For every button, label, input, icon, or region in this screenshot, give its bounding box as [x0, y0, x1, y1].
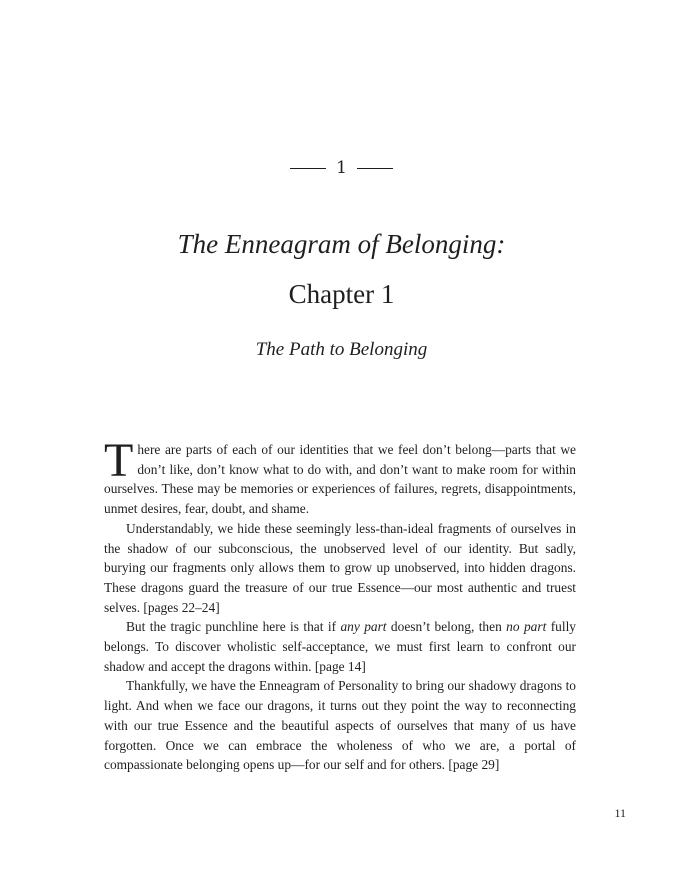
paragraph-4: Thankfully, we have the Enneagram of Personality to bring our shadowy dragons to light. And when we face our dragons, it turns out they point the way to reconnecting with our true Essence and the beautiful aspects of ourselves that many of us have forgotten. Once we can embrace the wholeness of who we are, a portal of compassionate belonging opens up—for our self and for others. [page 29]: [104, 678, 576, 773]
paragraph-1-text: here are parts of each of our identities that we feel don’t belong—parts that we don’t like, don’t know what to do with, and don’t want to make room for within ourselves. These may be memories or experiences of failures, regrets, disappointments, unmet desires, fear, doubt, and shame.: [104, 442, 576, 517]
paragraph-3-text-c: fully belongs. To discover wholistic self-acceptance, we must first learn to confront our shadow and accept the dragons within. [page 14]: [104, 619, 576, 674]
paragraph-3: [104, 617, 576, 676]
page-number: 11: [614, 806, 626, 820]
body-text: [104, 434, 576, 775]
right-rule: [357, 168, 393, 169]
paragraph-2: Understandably, we hide these seemingly less-than-ideal fragments of ourselves in the shadow of our subconscious, the unobserved level of our identity. But sadly, burying our fragments only allows them to grow up unobserved, into hidden dragons. These dragons guard the treasure of our true Essence—our most authentic and truest selves. [pages 22–24]: [104, 520, 576, 615]
emphasis-any-part: any part: [340, 619, 387, 635]
chapter-number-marker: [0, 158, 683, 178]
chapter-subtitle: The Path to Belonging: [255, 339, 428, 360]
chapter-heading: Chapter 1: [288, 279, 395, 309]
chapter-number: 1: [336, 158, 347, 178]
drop-cap: T: [104, 434, 134, 487]
chapter-title: The Enneagram of Belonging:: [177, 229, 506, 259]
left-rule: [290, 168, 326, 169]
paragraph-1: [104, 434, 576, 519]
emphasis-no-part: no part: [506, 619, 547, 635]
paragraph-3-text-a: But the tragic punchline here is that if: [126, 619, 341, 635]
paragraph-3-text-b: doesn’t belong, then: [386, 619, 507, 635]
